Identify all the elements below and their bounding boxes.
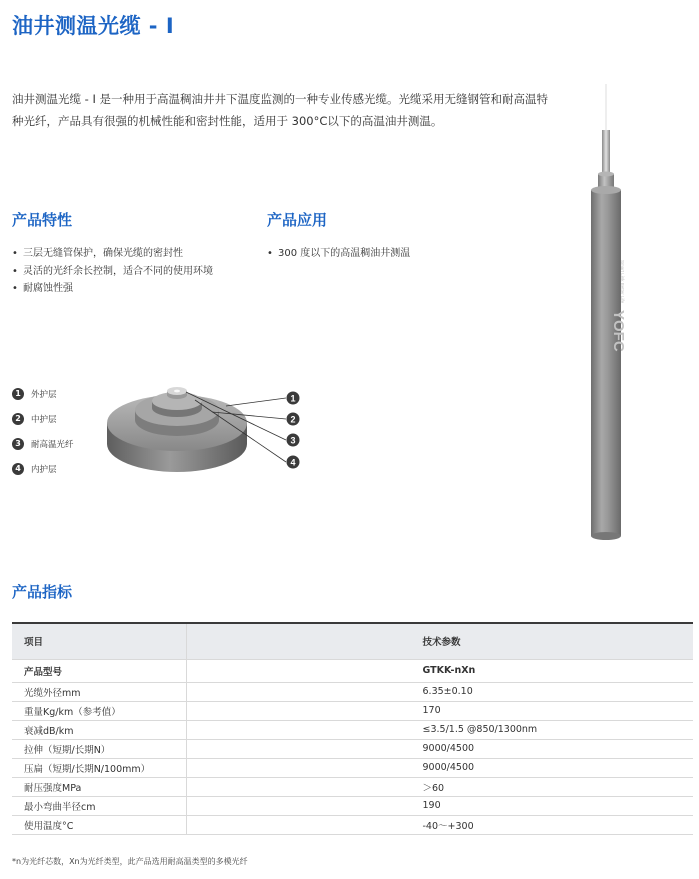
svg-text:2: 2 [290,414,296,425]
inner-tube [602,130,610,176]
table-row: 耐压强度MPa ＞60 [12,777,693,796]
legend-item: 2 中护层 [12,406,74,431]
bullet-icon: • [267,248,273,259]
cable-cross-section-diagram [100,370,315,482]
table-row: 最小弯曲半径cm 190 [12,796,693,815]
column-header: 项目 [12,623,186,659]
table-row: 产品型号 GTKK-nXn [12,659,693,682]
list-item: • 耐腐蚀性强 [12,280,213,298]
callout-1 [287,392,300,405]
svg-text:3: 3 [290,435,296,446]
column-header: 技术参数 [186,623,693,659]
number-badge: 2 [12,413,24,425]
list-item: • 三层无缝管保护，确保光缆的密封性 [12,245,213,263]
table-row: 光缆外径mm 6.35±0.10 [12,682,693,701]
intro-paragraph: 油井测温光缆 - I 是一种用于高温稠油井井下温度监测的一种专业传感光缆。光缆采用无缝钢管和耐高温特种光纤，产品具有很强的机械性能和密封性能，适用于 300°C以下的高温油井测温。 [12,92,549,128]
table-row: 衰减dB/km ≤3.5/1.5 @850/1300nm [12,720,693,739]
bullet-icon: • [12,265,18,277]
features-heading: 产品特性 [12,211,73,229]
features-list [12,245,213,298]
list-item: • 300 度以下的高温稠油井测温 [267,245,410,263]
cable-product-image [578,80,634,542]
bullet-icon: • [12,283,18,294]
callout-4 [287,456,300,469]
layer-legend [12,381,74,481]
specs-heading: 产品指标 [12,583,73,601]
legend-item: 4 内护层 [12,456,74,481]
legend-item: 3 耐高温光纤 [12,431,74,456]
table-row: 使用温度°C -40～+300 [12,815,693,834]
brand-tagline: Smart Link Better Life [620,260,625,304]
footnote: *n为光纤芯数，Xn为光纤类型，此产品选用耐高温类型的多模光纤 [12,857,248,866]
bullet-icon: • [12,248,18,259]
legend-item: 1 外护层 [12,381,74,406]
applications-list [267,245,410,263]
number-badge: 1 [12,388,24,400]
brand-logo: YOFC [610,310,627,352]
number-badge: 4 [12,463,24,475]
page-title: 油井测温光缆 - I [12,14,175,38]
svg-text:1: 1 [290,393,296,404]
callout-3 [287,434,300,447]
table-header-row [12,623,693,659]
outer-tube [591,190,621,536]
callout-2 [287,413,300,426]
table-row: 压扁（短期/长期N/100mm） 9000/4500 [12,758,693,777]
number-badge: 3 [12,438,24,450]
table-row: 重量Kg/km（参考值） 170 [12,701,693,720]
applications-heading: 产品应用 [267,211,328,229]
svg-text:4: 4 [290,457,296,468]
spec-table [12,622,693,835]
list-item: • 灵活的光纤余长控制，适合不同的使用环境 [12,263,213,281]
table-row: 拉伸（短期/长期N） 9000/4500 [12,739,693,758]
fiber-core [167,387,187,399]
